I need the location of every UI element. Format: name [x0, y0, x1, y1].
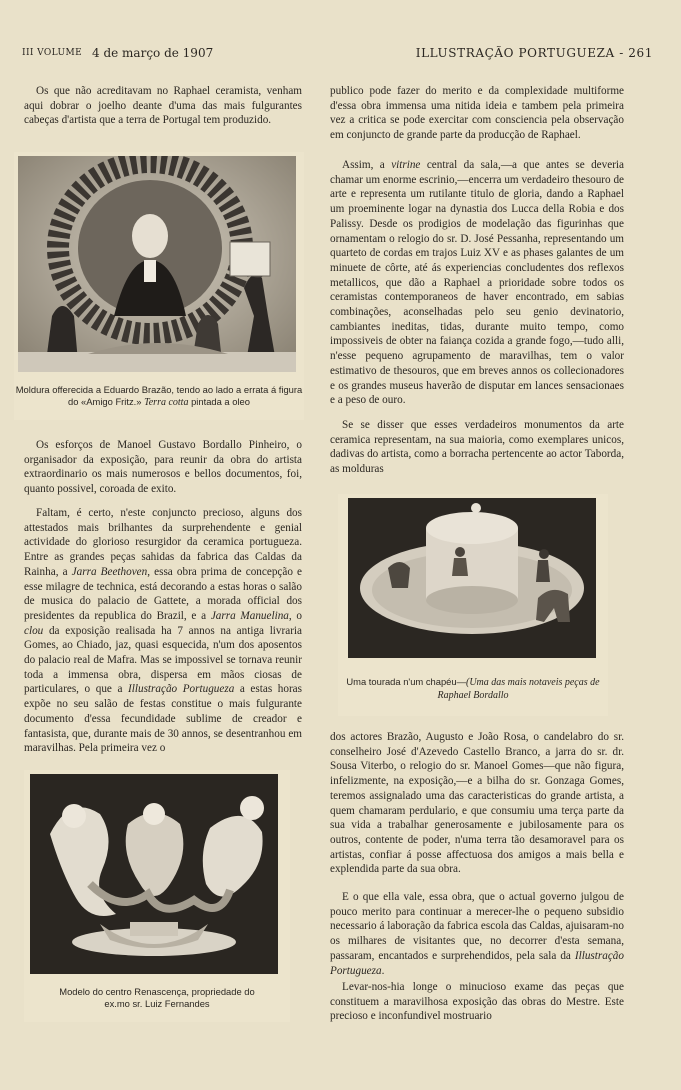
- left-p3-b: , essa obra prima de concepção e esse milagre de technica, está decorando a estas horas o salão de musica do palacio de Gattete, a morada official dos presidentes da republica do Brazil, e a: [24, 565, 303, 622]
- right-p5-text: E o que ella vale, essa obra, que o actual governo julgou de pouco merito para continuar a merecer-lhe o pequeno subsidio necessario á laboração da fabrica escola das Caldas, ajuisaram-no os milhares de visitantes que, no decorrer d'esta semana, passaram, encantados e surprehendidos, pela sala da: [330, 891, 624, 962]
- hat-caption-italic: (Uma das mais notaveis peças de Raphael Bordallo: [437, 677, 600, 701]
- centerpiece-caption-line-2: ex.mo sr. Luiz Fernandes: [104, 997, 210, 1009]
- right-p5-end: .: [381, 964, 385, 977]
- left-p3-e: a estas horas expõe no seu salão de festas constitue o mais fulgurante documento d'essa fecundidade sublime de creador e fantasista, que, durante mais de 30 annos, se desentranhou em maravilhas. Pela primeira vez o: [24, 683, 302, 755]
- right-p2-b: central da sala,—a que antes se deveria chamar um enorme escrinio,—encerra um verdadeiro thesouro de arte e representa um rutilante titulo de gloria, dando a Raphael um proeminente logar na dynastia dos Lucca della Robia e dos Palissy. Desde os prodigios de modelação das figurinhas que ornamentam o relogio do sr. D. José Pessanha, representando um quarteto de cordas em trajos Luiz XV e as phases galantes de um minuete de côrte, até ás experiencias concludentes dos reflexos metallicos, que dão a Raphael a prioridade sobre todos os ceramistas contemporaneos de haver encontrado, em sabias combinações, aconselhadas pelo seu genio devinatorio, cambiantes ineditas, tidas, durante muito tempo, como impossiveis de obter na faiança cozida a grande fogo,—tudo alli, n'esse pequeno agrupamento de maravilhas, tem o valor estimativo de thesouros, que em breves annos os collecionadores e os grandes museus haverão de disputar em lances sensacionaes e a peso de ouro.: [330, 159, 624, 407]
- right-paragraph-5: [330, 890, 624, 978]
- centerpiece-photo: [30, 774, 278, 974]
- right-paragraph-4: dos actores Brazão, Augusto e João Rosa, o candelabro do sr. conselheiro José d'Azevedo Castello Branco, a jarra do sr. dr. Sousa Viterbo, o relogio do sr. Manoel Gomes—que não figura, infelizmente, na exposição,—e a bilha do sr. Gonzaga Gomes, teremos assignalado uma das caracteristicas do grande artista, a quem chamaram perdulario, e que consumiu uma terça parte da sua vida a trabalhar generosamente e jubilosamente para os outros, contente de poder, n'uma terra tão desamoravel para os artistas, confiar á posse affectuosa dos amigos a mais bella e explendida parte da sua obra.: [330, 731, 624, 876]
- page-title: ILLUSTRAÇÃO PORTUGUEZA - 261: [415, 46, 653, 60]
- frame-photo-image: [18, 156, 296, 372]
- frame-caption: [14, 384, 304, 408]
- left-p3-italic-3: clou: [24, 624, 44, 637]
- frame-caption-text: Moldura offerecida a Eduardo Brazão, tendo ao lado a errata á figura do «Amigo Fritz.»: [15, 384, 303, 407]
- left-p3-a: Faltam, é certo, n'este conjuncto precioso, alguns dos attestados mais brilhantes da surprehendente e genial actividade do glorioso resurgidor da ceramica portugueza. Entre as grandes peças sahidas da fabrica das Caldas da Rainha, a: [24, 507, 302, 578]
- left-paragraph-3: [24, 506, 302, 756]
- right-paragraph-2: [330, 158, 624, 408]
- hat-caption: [338, 676, 608, 701]
- hat-photo: [348, 498, 596, 658]
- frame-caption-end: pintada a oleo: [188, 395, 250, 407]
- figure-frame: [14, 152, 304, 420]
- hat-caption-text: Uma tourada n'um chapéu—: [346, 676, 466, 687]
- right-paragraph-3: Se se disser que esses verdadeiros monumentos da arte ceramica representam, na sua maioria, como exemplares unicos, dadivas do artista, como a borracha pertencente ao actor Taborda, as molduras: [330, 419, 624, 476]
- right-p5-italic: Illustração Portugueza: [330, 949, 624, 977]
- centerpiece-caption: [24, 986, 290, 1009]
- centerpiece-photo-image: [30, 774, 278, 974]
- frame-photo: [18, 156, 296, 372]
- issue-date: 4 de março de 1907: [92, 46, 214, 60]
- left-p3-c: , o: [288, 609, 303, 622]
- left-p3-italic-1: Jarra Beethoven: [71, 565, 148, 578]
- figure-hat: [338, 494, 608, 716]
- right-p2-a: Assim, a: [342, 159, 392, 171]
- left-p3-italic-4: Illustração Portugueza: [128, 683, 235, 696]
- hat-photo-image: [348, 498, 596, 658]
- left-p3-italic-2: Jarra Manuelina: [210, 609, 289, 622]
- left-p3-d: da exposição realisada ha 7 annos na antiga livraria Gomes, ao Chiado, jaz, quasi esquecida, n'um dos aposentos do palacio real de Mafra. Mas se impossivel se tornava reunir toda a immensa obra, dispersa em mãos ciosas de particulares, o que a: [24, 624, 302, 696]
- running-header: [22, 46, 653, 64]
- left-paragraph-1: Os que não acreditavam no Raphael ceramista, venham aqui dobrar o joelho deante d'uma das mais fulgurantes cabeças d'artista que a terra de Portugal tem produzido.: [24, 85, 302, 127]
- centerpiece-caption-line-1: Modelo do centro Renascença, propriedade do: [59, 986, 255, 997]
- volume-label: III VOLUME: [22, 48, 83, 58]
- left-paragraph-2: Os esforços de Manoel Gustavo Bordallo Pinheiro, o organisador da exposição, para reunir da obra do artista extraordinario os mais numerosos e bellos documentos, foi, quanto possivel, coroada de exito.: [24, 439, 302, 496]
- right-paragraph-1: publico pode fazer do merito e da complexidade multiforme d'essa obra immensa uma nitida ideia e tambem pela primeira vez a critica se pode exercitar com consciencia pela observação em conjuncto de grande parte da producção de Raphael.: [330, 85, 624, 142]
- figure-centerpiece: [24, 770, 290, 1022]
- right-p2-italic: vitrine: [391, 159, 421, 171]
- frame-caption-italic: Terra cotta: [144, 396, 189, 408]
- right-paragraph-6: Levar-nos-hia longe o minucioso exame das peças que constituem a maravilhosa exposição das obras do Mestre. Este precioso e inconfundivel mostruario: [330, 981, 624, 1023]
